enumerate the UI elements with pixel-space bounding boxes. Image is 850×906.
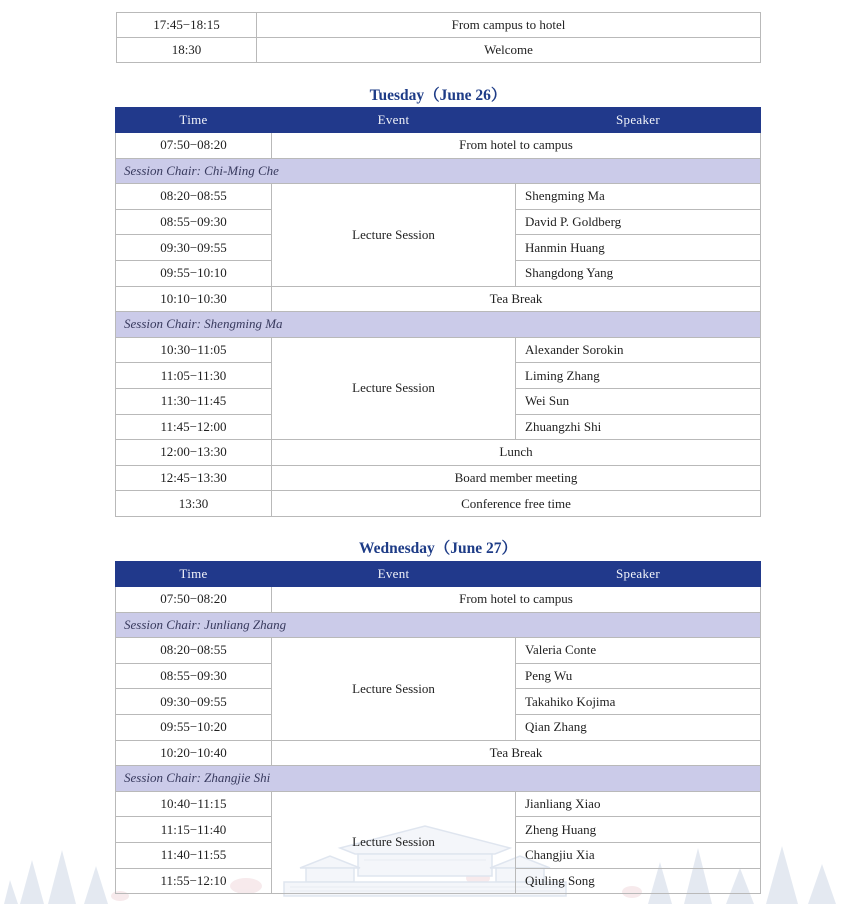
time-cell: 11:05−11:30 [116,363,272,389]
time-cell: 09:30−09:55 [116,689,272,715]
time-cell: 17:45−18:15 [117,13,257,38]
column-header-event: Event [272,108,516,133]
event-cell: Welcome [257,38,761,63]
speaker-cell: David P. Goldberg [516,209,761,235]
time-cell: 13:30 [116,491,272,517]
speaker-cell: Takahiko Kojima [516,689,761,715]
speaker-cell: Shengming Ma [516,184,761,210]
table-row [117,38,761,63]
wednesday-title: Wednesday（June 27） [358,540,518,557]
session-chair-cell: Session Chair: Chi-Ming Che [116,158,761,184]
column-header-speaker: Speaker [516,562,761,587]
speaker-cell: Shangdong Yang [516,260,761,286]
time-cell: 08:20−08:55 [116,184,272,210]
table-row [116,587,761,613]
table-row [116,638,761,664]
session-chair-row [116,766,761,792]
session-chair-row [116,312,761,338]
time-cell: 07:50−08:20 [116,587,272,613]
speaker-cell: Zhuangzhi Shi [516,414,761,440]
table-row [116,440,761,466]
time-cell: 10:10−10:30 [116,286,272,312]
table-row [116,465,761,491]
table-row [116,791,761,817]
time-cell: 10:30−11:05 [116,337,272,363]
column-header-event: Event [272,562,516,587]
event-cell: From campus to hotel [257,13,761,38]
tuesday-title: Tuesday（June 26） [369,87,507,104]
speaker-cell: Hanmin Huang [516,235,761,261]
time-cell: 12:00−13:30 [116,440,272,466]
time-cell: 11:15−11:40 [116,817,272,843]
event-cell: Conference free time [272,491,761,517]
event-cell: Tea Break [272,286,761,312]
event-cell: Lunch [272,440,761,466]
event-cell: From hotel to campus [272,587,761,613]
speaker-cell: Qiuling Song [516,868,761,894]
time-cell: 12:45−13:30 [116,465,272,491]
event-cell: Lecture Session [272,638,516,740]
event-cell: Tea Break [272,740,761,766]
speaker-cell: Qian Zhang [516,714,761,740]
event-cell: Board member meeting [272,465,761,491]
session-chair-row [116,612,761,638]
session-chair-row [116,158,761,184]
monday-evening-table [116,12,761,63]
time-cell: 10:40−11:15 [116,791,272,817]
time-cell: 18:30 [117,38,257,63]
speaker-cell: Peng Wu [516,663,761,689]
session-chair-cell: Session Chair: Junliang Zhang [116,612,761,638]
table-row [116,491,761,517]
time-cell: 08:20−08:55 [116,638,272,664]
time-cell: 08:55−09:30 [116,663,272,689]
speaker-cell: Jianliang Xiao [516,791,761,817]
table-row [116,286,761,312]
table-row [116,337,761,363]
time-cell: 08:55−09:30 [116,209,272,235]
time-cell: 09:30−09:55 [116,235,272,261]
column-header-speaker: Speaker [516,108,761,133]
session-chair-cell: Session Chair: Zhangjie Shi [116,766,761,792]
speaker-cell: Valeria Conte [516,638,761,664]
time-cell: 11:45−12:00 [116,414,272,440]
column-header-time: Time [116,108,272,133]
time-cell: 09:55−10:20 [116,714,272,740]
speaker-cell: Alexander Sorokin [516,337,761,363]
tuesday-schedule-table [115,107,761,517]
wednesday-schedule-table [115,561,761,894]
table-row [116,133,761,159]
table-header-row [116,108,761,133]
event-cell: From hotel to campus [272,133,761,159]
table-row [117,13,761,38]
column-header-time: Time [116,562,272,587]
speaker-cell: Liming Zhang [516,363,761,389]
time-cell: 11:55−12:10 [116,868,272,894]
event-cell: Lecture Session [272,337,516,439]
table-row [116,184,761,210]
time-cell: 11:30−11:45 [116,388,272,414]
time-cell: 07:50−08:20 [116,133,272,159]
speaker-cell: Changjiu Xia [516,842,761,868]
time-cell: 10:20−10:40 [116,740,272,766]
speaker-cell: Zheng Huang [516,817,761,843]
session-chair-cell: Session Chair: Shengming Ma [116,312,761,338]
table-row [116,740,761,766]
time-cell: 11:40−11:55 [116,842,272,868]
table-header-row [116,562,761,587]
time-cell: 09:55−10:10 [116,260,272,286]
event-cell: Lecture Session [272,184,516,286]
speaker-cell: Wei Sun [516,388,761,414]
event-cell: Lecture Session [272,791,516,893]
